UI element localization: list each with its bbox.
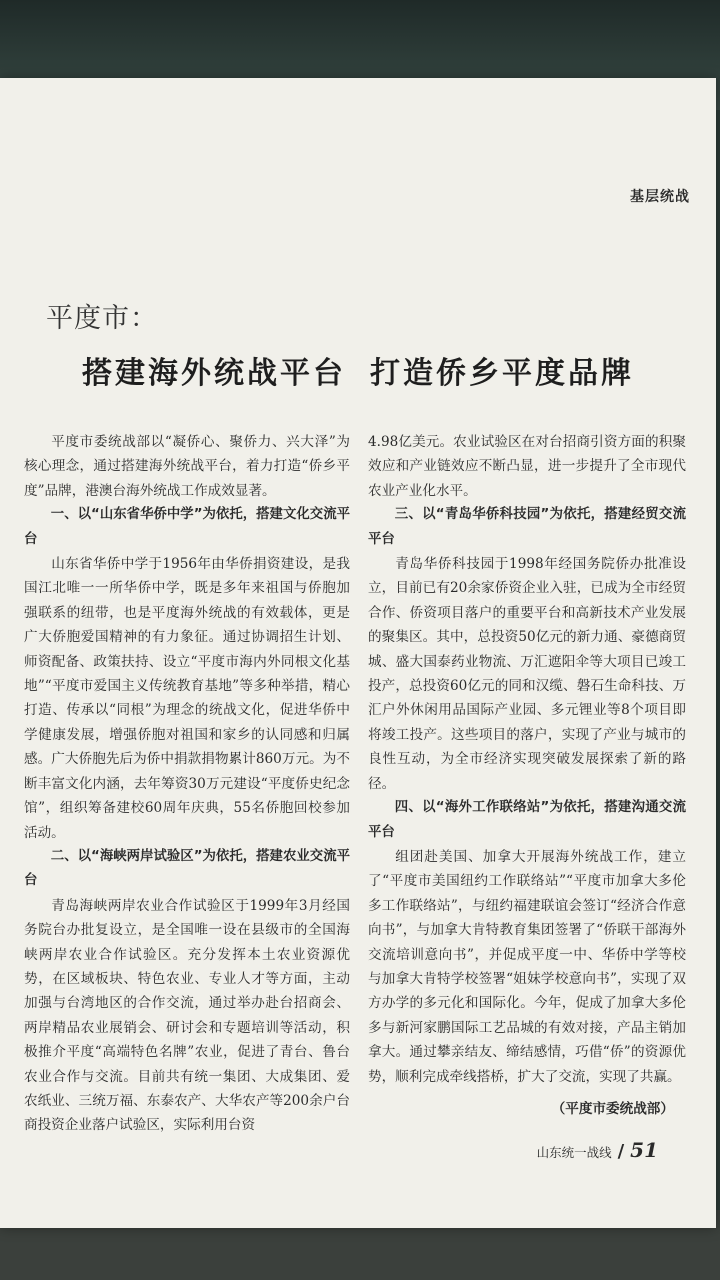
section-heading-4: 四、以“海外工作联络站”为依托，搭建沟通交流平台 <box>368 800 686 840</box>
article-main-title <box>82 348 634 392</box>
section-tag: 基层统战 <box>630 189 690 205</box>
intro-paragraph: 平度市委统战部以“凝侨心、聚侨力、兴大泽”为核心理念，通过搭建海外统战平台，着力打造“侨乡平度”品牌，港澳台海外统战工作成效显著。 <box>24 434 350 499</box>
right-column <box>368 430 686 1121</box>
title-part-1: 搭建海外统战平台 <box>82 356 346 391</box>
title-part-2: 打造侨乡平度品牌 <box>370 356 634 391</box>
article-city-title: 平度市： <box>46 303 158 334</box>
body-paragraph: 青岛海峡两岸农业合作试验区于1999年3月经国务院台办批复设立，是全国唯一设在县级市的全国海峡两岸农业合作试验区。充分发挥本土农业资源优势，在区域板块、特色农业、专业人才等方面，主动加强与台湾地区的合作交流，通过举办赴台招商会、两岸精品农业展销会、研讨会和专题培训等活动，积极推介平度“高端特色名牌”农业，促进了青台、鲁台农业合作与交流。目前共有统一集团、大成集团、爱农纸业、三统万福、东泰农产、大华农产等200余户台商投资企业落户试验区，实际利用台资 <box>24 897 350 1134</box>
magazine-name: 山东统一战线 <box>536 1145 612 1160</box>
body-paragraph: 组团赴美国、加拿大开展海外统战工作，建立了“平度市美国纽约工作联络站”“平度市加拿大多伦多工作联络站”，与纽约福建联谊会签订“经济合作意向书”，与加拿大肯特教育集团签署了“侨联干部海外交流培训意向书”，并促成平度一中、华侨中学等校与加拿大肯特学校签署“姐妹学校意向书”，实现了双方办学的多元化和国际化。今年，促成了加拿大多伦多与新河家鹏国际工艺品城的有效对接，产品主销加拿大。通过攀亲结友、缔结感情，巧借“侨”的资源优势，顺利完成牵线搭桥，扩大了交流，实现了共赢。 <box>368 848 686 1085</box>
footer-separator: / <box>617 1141 625 1162</box>
page-footer <box>537 1138 658 1162</box>
left-column <box>24 430 350 1138</box>
continued-paragraph: 4.98亿美元。农业试验区在对台招商引资方面的积聚效应和产业链效应不断凸显，进一步提升了全市现代农业产业化水平。 <box>368 434 686 499</box>
body-paragraph: 山东省华侨中学于1956年由华侨捐资建设，是我国江北唯一一所华侨中学，既是多年来祖国与侨胞加强联系的纽带，也是平度海外统战的有效载体，更是广大侨胞爱国精神的有力象征。通过协调招生计划、师资配备、政策扶持、设立“平度市海内外同根文化基地”“平度市爱国主义传统教育基地”等多种举措，精心打造、传承以“同根”为理念的统战文化，促进华侨中学健康发展，增强侨胞对祖国和家乡的认同感和归属感。广大侨胞先后为侨中捐款捐物累计860万元。为不断丰富文化内涵，去年筹资30万元建设“平度侨史纪念馆”，组织筹备建校60周年庆典，55名侨胞回校参加活动。 <box>24 556 350 841</box>
section-heading-1: 一、以“山东省华侨中学”为依托，搭建文化交流平台 <box>24 507 350 547</box>
article-source: （平度市委统战部） <box>551 1100 674 1117</box>
section-heading-2: 二、以“海峡两岸试验区”为依托，搭建农业交流平台 <box>24 848 350 889</box>
body-paragraph: 青岛华侨科技园于1998年经国务院侨办批准设立，目前已有20余家侨资企业入驻，已成为全市经贸合作、侨资项目落户的重要平台和高新技术产业发展的聚集区。其中，总投资50亿元的新力通、豪德商贸城、盛大国泰药业物流、万汇遮阳伞等大项目已竣工投产，总投资60亿元的同和汉缆、磐石生命科技、万汇户外休闲用品国际产业园、多元锂业等8个项目即将竣工投产。这些项目的落户，实现了产业与城市的良性互动，为全市经济实现突破发展探索了新的路径。 <box>368 556 686 792</box>
magazine-page <box>0 78 716 1228</box>
page-number: 51 <box>630 1138 658 1162</box>
section-heading-3: 三、以“青岛华侨科技园”为依托，搭建经贸交流平台 <box>368 507 686 547</box>
